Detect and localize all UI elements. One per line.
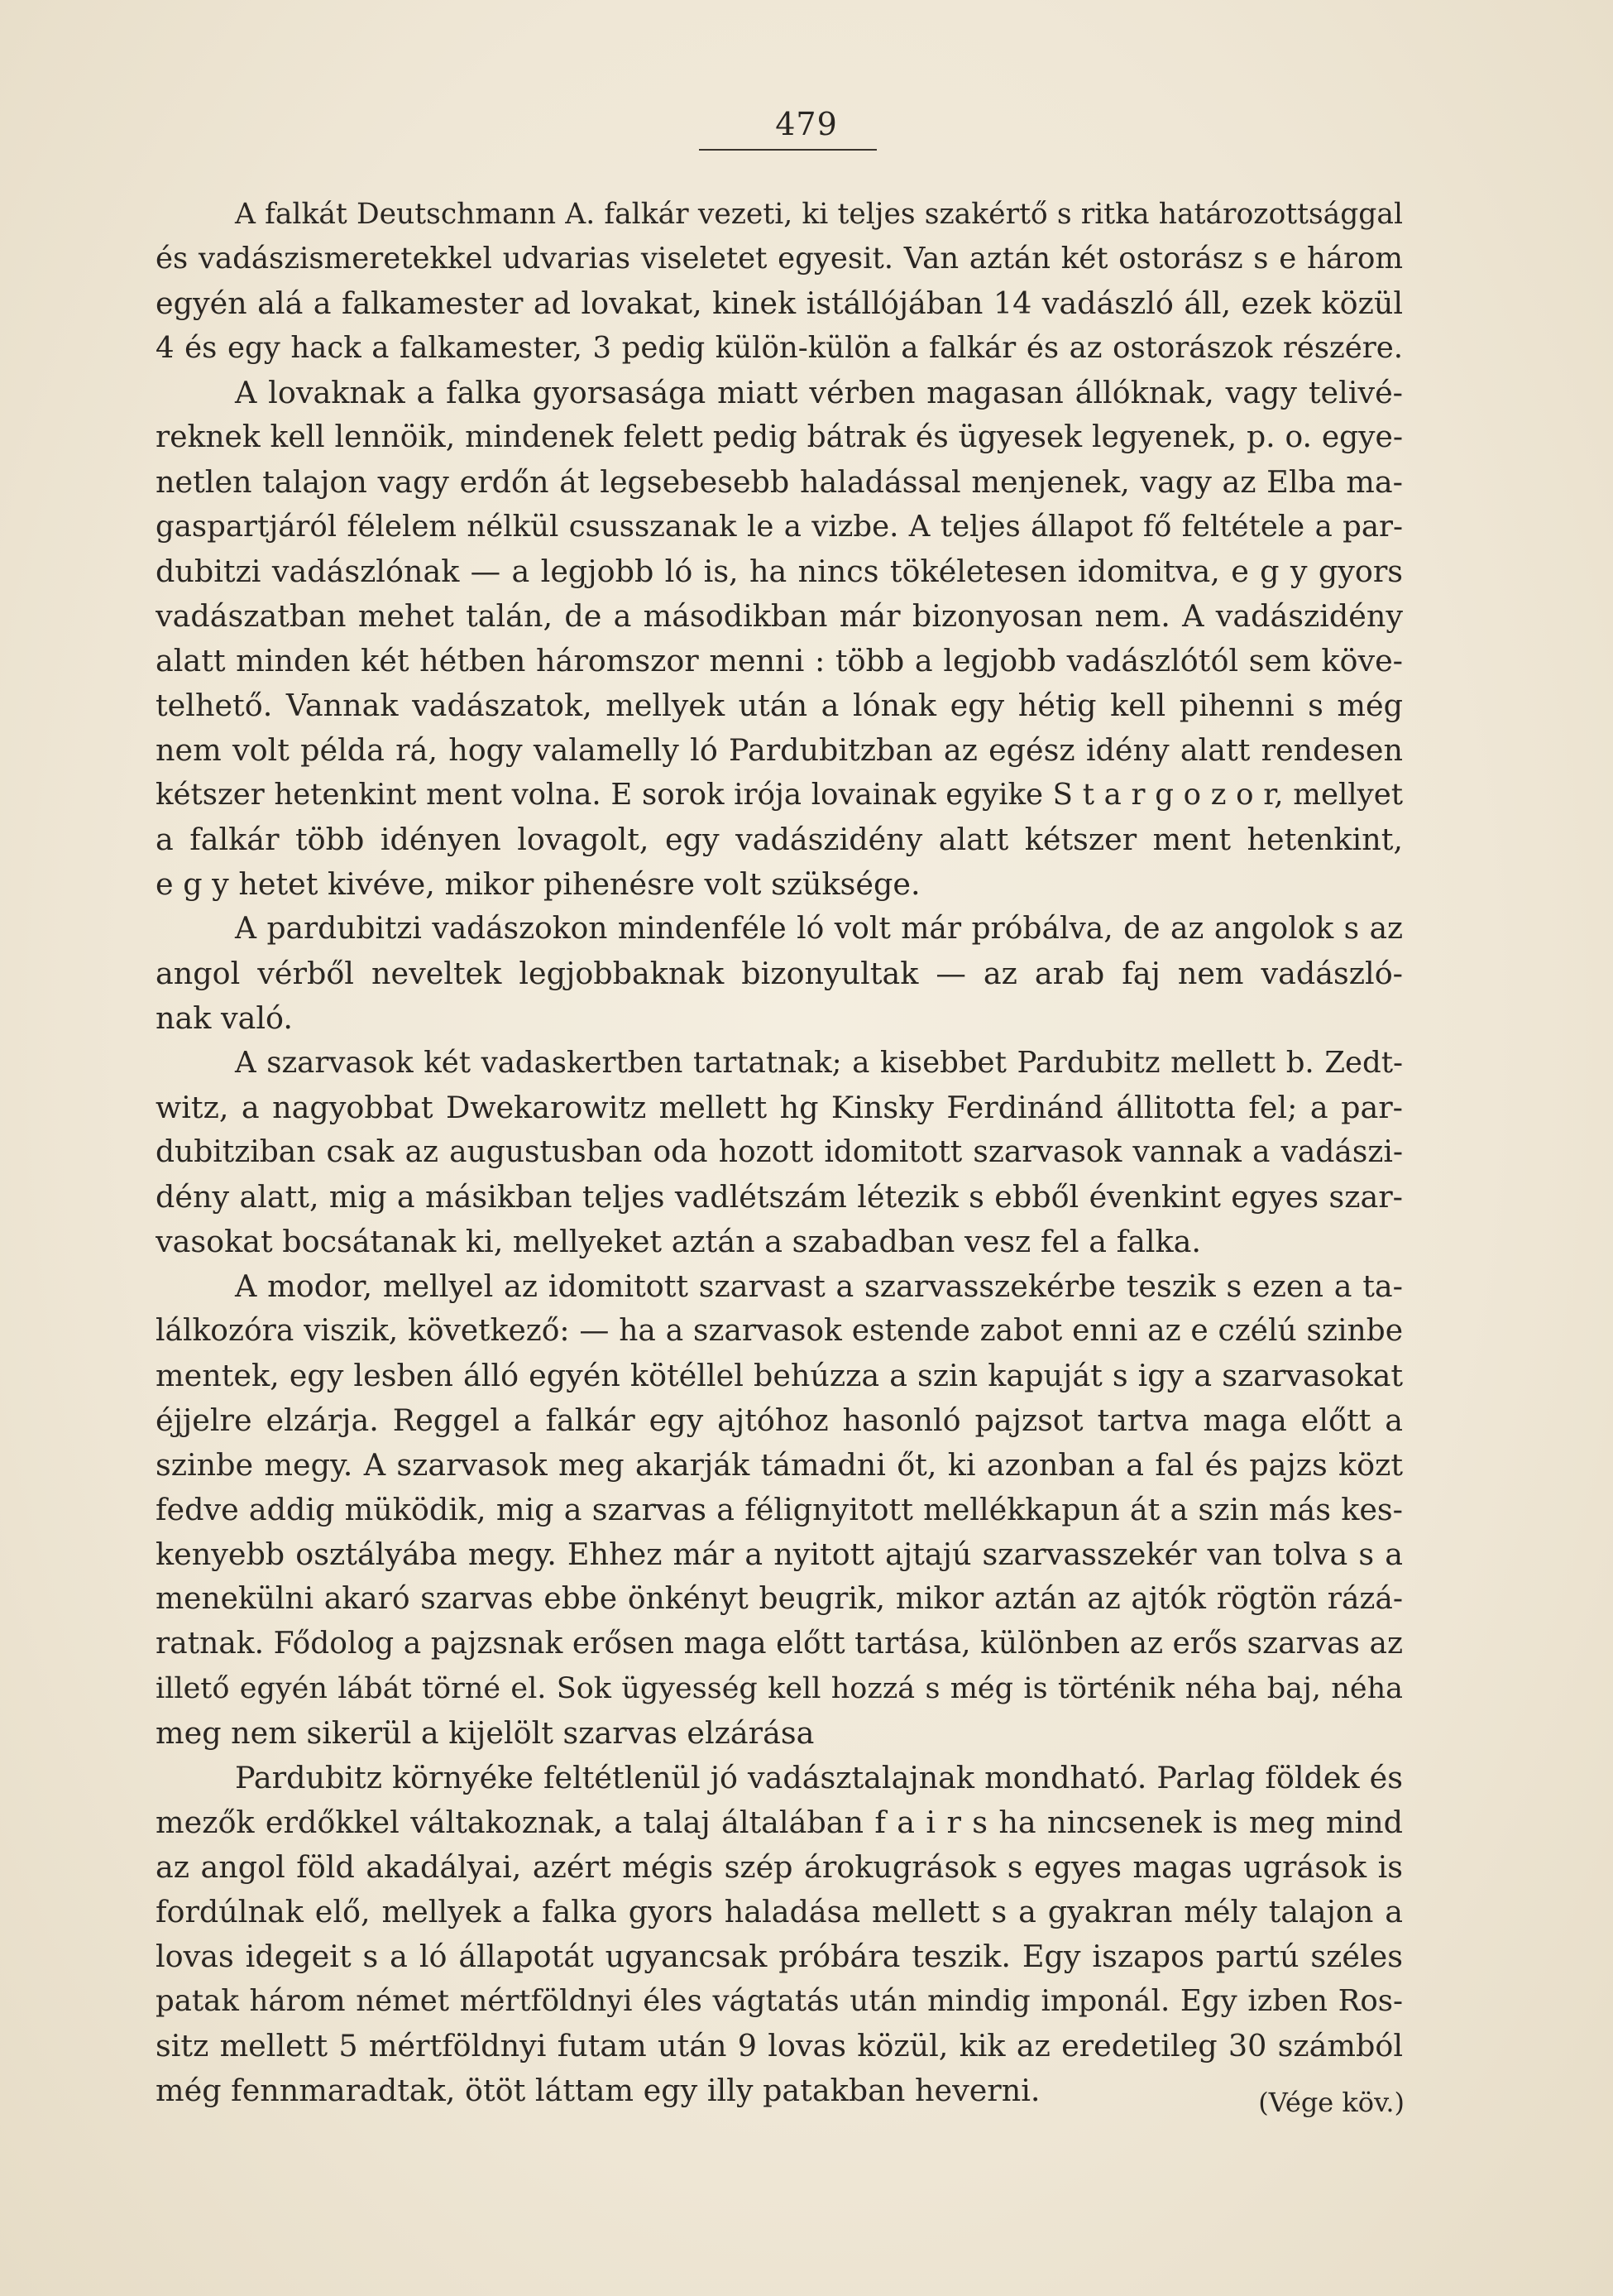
body-text xyxy=(156,192,1403,2113)
text-line: gaspartjáról félelem nélkül csusszanak le a vizbe. A teljes állapot fő feltétele a par- xyxy=(156,510,1403,544)
text-line: nak való. xyxy=(156,1000,293,1036)
text-line: az angol föld akadályai, azért mégis szép árokugrások s egyes magas ugrások is xyxy=(156,1849,1403,1885)
text-line: a falkár több idényen lovagolt, egy vadászidény alatt kétszer ment hetenkint, xyxy=(156,822,1403,857)
text-line: egyén alá a falkamester ad lovakat, kinek istállójában 14 vadászló áll, ezek közül xyxy=(156,285,1403,321)
text-line: meg nem sikerül a kijelölt szarvas elzárása xyxy=(156,1715,815,1751)
text-line: A pardubitzi vadászokon mindenféle ló volt már próbálva, de az angolok s az xyxy=(235,912,1403,946)
text-line: 4 és egy hack a falkamester, 3 pedig külön-külön a falkár és az ostorászok részére. xyxy=(156,331,1403,365)
text-line: szinbe megy. A szarvasok meg akarják támadni őt, ki azonban a fal és pajzs közt xyxy=(156,1447,1403,1483)
text-line: kétszer hetenkint ment volna. E sorok irója lovainak egyike S t a r g o z o r, mellyet xyxy=(156,778,1403,812)
header-rule xyxy=(699,149,877,151)
text-line: A lovaknak a falka gyorsasága miatt vérben magasan állóknak, vagy telivé- xyxy=(235,375,1403,410)
text-line: A modor, mellyel az idomitott szarvast a szarvasszekérbe teszik s ezen a ta- xyxy=(235,1268,1403,1304)
text-line: vasokat bocsátanak ki, mellyeket aztán a szabadban vesz fel a falka. xyxy=(156,1224,1201,1259)
text-line: angol vérből neveltek legjobbaknak bizonyultak — az arab faj nem vadászló- xyxy=(156,956,1403,991)
text-line: még fennmaradtak, ötöt láttam egy illy patakban heverni. xyxy=(156,2073,1041,2108)
text-line: dény alatt, mig a másikban teljes vadlétszám létezik s ebből évenkint egyes szar- xyxy=(156,1179,1403,1215)
text-line: patak három német mértföldnyi éles vágtatás után mindig imponál. Egy izben Ros- xyxy=(156,1984,1403,2018)
text-line: mezők erdőkkel váltakoznak, a talaj általában f a i r s ha nincsenek is meg mind xyxy=(156,1805,1403,1840)
text-line: A falkát Deutschmann A. falkár vezeti, ki teljes szakértő s ritka határozottsággal xyxy=(235,198,1403,231)
text-line: nem volt példa rá, hogy valamelly ló Pardubitzban az egész idény alatt rendesen xyxy=(156,732,1403,768)
continuation-note: (Vége köv.) xyxy=(1258,2087,1405,2118)
text-line: e g y hetet kivéve, mikor pihenésre volt szüksége. xyxy=(156,866,921,902)
text-line: netlen talajon vagy erdőn át legsebesebb haladással menjenek, vagy az Elba ma- xyxy=(156,464,1403,500)
text-line: dubitzi vadászlónak — a legjobb ló is, ha nincs tökéletesen idomitva, e g y gyors xyxy=(156,554,1403,589)
text-line: kenyebb osztályába megy. Ehhez már a nyitott ajtajú szarvasszekér van tolva s a xyxy=(156,1536,1403,1572)
text-line: witz, a nagyobbat Dwekarowitz mellett hg Kinsky Ferdinánd állitotta fel; a par- xyxy=(156,1090,1403,1125)
text-line: Pardubitz környéke feltétlenül jó vadásztalajnak mondható. Parlag földek és xyxy=(235,1760,1403,1795)
text-line: mentek, egy lesben álló egyén kötéllel behúzza a szin kapuját s igy a szarvasokat xyxy=(156,1358,1403,1393)
text-line: sitz mellett 5 mértföldnyi futam után 9 lovas közül, kik az eredetileg 30 számból xyxy=(156,2028,1403,2064)
text-line: lovas idegeit s a ló állapotát ugyancsak próbára teszik. Egy iszapos partú széles xyxy=(156,1939,1403,1974)
text-line: telhető. Vannak vadászatok, mellyek után a lónak egy hétig kell pihenni s még xyxy=(156,688,1403,723)
text-line: fordúlnak elő, mellyek a falka gyors haladása mellett s a gyakran mély talajon a xyxy=(156,1894,1403,1929)
text-line: A szarvasok két vadaskertben tartatnak; a kisebbet Pardubitz mellett b. Zedt- xyxy=(235,1046,1403,1080)
text-line: vadászatban mehet talán, de a másodikban már bizonyosan nem. A vadászidény xyxy=(156,598,1403,634)
text-line: dubitziban csak az augustusban oda hozott idomitott szarvasok vannak a vadászi- xyxy=(156,1135,1403,1169)
text-line: fedve addig müködik, mig a szarvas a félignyitott mellékkapun át a szin más kes- xyxy=(156,1492,1403,1527)
text-line: menekülni akaró szarvas ebbe önkényt beugrik, mikor aztán az ajtók rögtön rázá- xyxy=(156,1582,1403,1616)
text-line: és vadászismeretekkel udvarias viseletet egyesit. Van aztán két ostorász s e három xyxy=(156,242,1403,276)
page-number: 479 xyxy=(775,106,838,142)
text-line: éjjelre elzárja. Reggel a falkár egy ajtóhoz hasonló pajzsot tartva maga előtt a xyxy=(156,1402,1403,1438)
text-line: ratnak. Fődolog a pajzsnak erősen maga előtt tartása, különben az erős szarvas az xyxy=(156,1627,1403,1661)
text-line: alatt minden két hétben háromszor menni : több a legjobb vadászlótól sem köve- xyxy=(156,643,1403,678)
text-line: lálkozóra viszik, következő: — ha a szarvasok estende zabot enni az e czélú szinbe xyxy=(156,1314,1403,1348)
text-line: reknek kell lennöik, mindenek felett pedig bátrak és ügyesek legyenek, p. o. egye- xyxy=(156,420,1403,454)
text-line: illető egyén lábát törné el. Sok ügyesség kell hozzá s még is történik néha baj, néha xyxy=(156,1672,1403,1705)
